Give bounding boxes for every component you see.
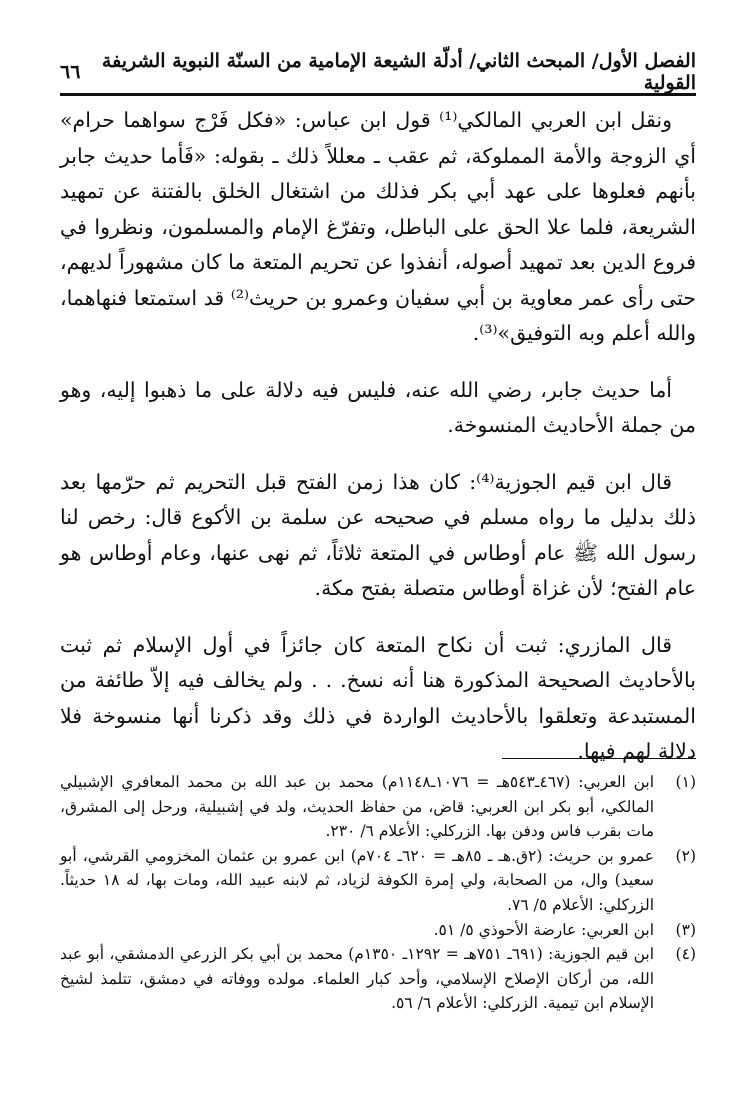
footnote-number: (٢) bbox=[675, 846, 696, 865]
footnote-number: (١) bbox=[675, 773, 696, 791]
footnotes bbox=[60, 770, 696, 1016]
paragraph: أما حديث جابر، رضي الله عنه، فليس فيه دلالة على ما ذهبوا إليه، وهو من جملة الأحاديث المنسوخة. bbox=[60, 377, 696, 437]
page-number: ٦٦ bbox=[60, 61, 81, 83]
footnote bbox=[60, 844, 696, 918]
footnote bbox=[60, 770, 696, 844]
main-text bbox=[60, 103, 696, 791]
running-title: الفصل الأول/ المبحث الثاني/ أدلّة الشيعة الإمامية من السنّة النبوية الشريفة القولية bbox=[101, 50, 696, 94]
paragraph: ونقل ابن العربي المالكي⁽¹⁾ قول ابن عباس: «فكل فَرْج سواهما حرام» أي الزوجة والأمة المملوكة، ثم عقب ـ معللاً ذلك ـ بقوله: «فَأما حديث جابر بأنهم فعلوها على عهد أبي بكر فذلك من اشتغال الخلق بالفتنة عن تمهيد الشريعة، فلما علا الحق على الباطل، وتفرّغ الإمام والمسلمون، ونظروا في فروع الدين بعد تمهيد أصوله، أنفذوا عن تحريم المتعة ما كان مشهوراً لديهم، حتى رأى عمر معاوية بن أبي سفيان وعمرو بن حريث⁽²⁾ قد استمتعا فنهاهما، والله أعلم وبه التوفيق»⁽³⁾. bbox=[60, 108, 696, 345]
header-rule bbox=[60, 93, 696, 96]
paragraph: قال المازري: ثبت أن نكاح المتعة كان جائزاً في أول الإسلام ثم ثبت بالأحاديث الصحيحة المذكورة هنا أنه نسخ. . . ولم يخالف فيه إلاّ طائفة من المستبدعة وتعلقوا بالأحاديث الواردة في ذلك وقد ذكرنا أنها منسوخة فلا دلالة لهم فيها. bbox=[60, 632, 696, 763]
page-header bbox=[60, 52, 696, 92]
footnote-number: (٣) bbox=[675, 920, 696, 939]
footnote-text: ابن العربي: عارضة الأحوذي ٥/ ٥١. bbox=[433, 920, 654, 939]
paragraph: قال ابن قيم الجوزية⁽⁴⁾: كان هذا زمن الفتح قبل التحريم ثم حرّمها بعد ذلك بدليل ما رواه مسلم في صحيحه عن سلمة بن الأكوع قال: رخص لنا رسول الله ﷺ عام أوطاس في المتعة ثلاثاً، ثم نهى عنها، وعام أوطاس هو عام الفتح؛ لأن غزاة أوطاس متصلة بفتح مكة. bbox=[60, 469, 696, 600]
footnote-text: ابن العربي: (٤٦٧ـ٥٤٣هـ = ١٠٧٦ـ١١٤٨م) محمد بن عبد الله بن محمد المعافري الإشبيلي المالكي، أبو بكر ابن العربي: قاض، من حفاظ الحديث، ولد في إشبيلية، ورحل إلى المشرق، مات بقرب فاس ودفن بها. الزركلي: الأعلام ٦/ ٢٣٠. bbox=[60, 773, 654, 841]
footnote-number: (٤) bbox=[675, 945, 696, 964]
footnote bbox=[60, 942, 696, 1016]
footnote-text: عمرو بن حريث: (٢ق.هـ ـ ٨٥هـ = ٦٢٠ـ ٧٠٤م) ابن عمرو بن عثمان المخزومي القرشي، أبو سعيد) وال، من الصحابة، ولي إمرة الكوفة لزياد، ثم لابنه عبيد الله، ومات بها، له ١٨ حديثاً. الزركلي: الأعلام ٥/ ٧٦. bbox=[60, 846, 654, 914]
footnote bbox=[60, 918, 696, 943]
footnote-separator bbox=[502, 758, 696, 759]
footnote-text: ابن قيم الجوزية: (٦٩١ـ ٧٥١هـ = ١٢٩٢ـ ١٣٥٠م) محمد بن أبي بكر الزرعي الدمشقي، أبو عبد الله، من أركان الإصلاح الإسلامي، وأحد كبار العلماء. مولده ووفاته في دمشق، تتلمذ لشيخ الإسلام ابن تيمية. الزركلي: الأعلام ٦/ ٥٦. bbox=[60, 945, 655, 1013]
